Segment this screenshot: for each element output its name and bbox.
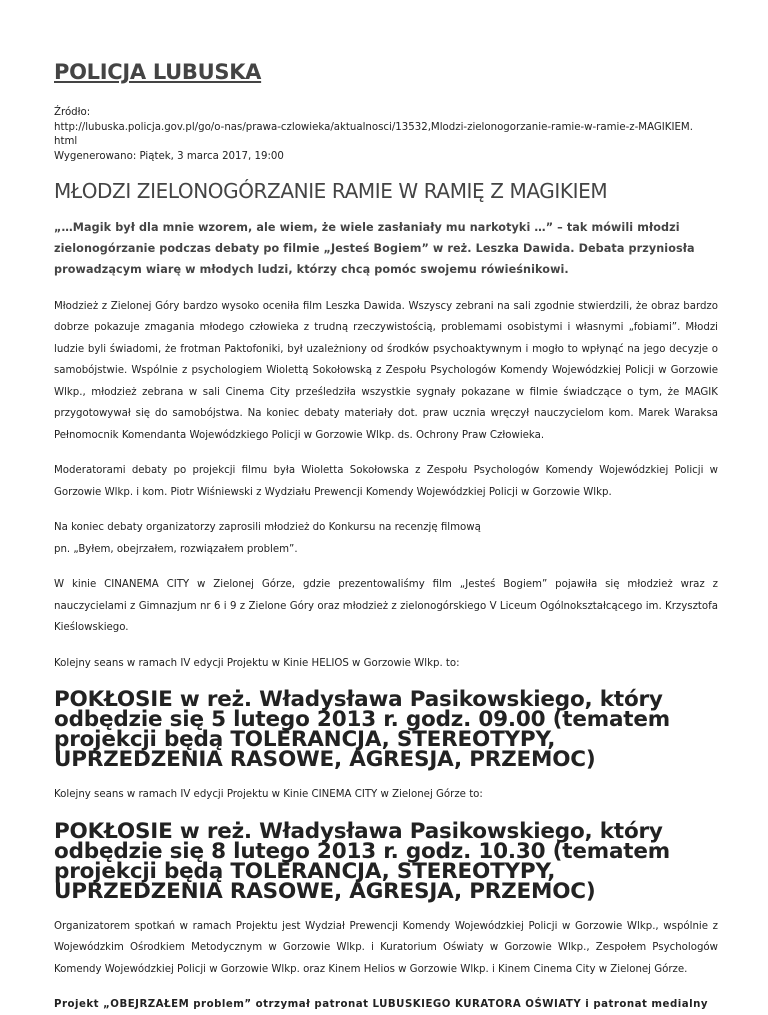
source-meta — [54, 106, 718, 165]
paragraph-film-review: Młodzież z Zielonej Góry bardzo wysoko oceniła film Leszka Dawida. Wszyscy zebrani na sali zgodnie stwierdzili, że obraz bardzo dobrze pokazuje zmagania młodego człowieka z trudną rzeczywistością, problemami osobistymi i własnymi „fobiami”. Młodzi ludzie byli świadomi, że frotman Paktofoniki, był uzależniony od środków psychoaktywnym i mogło to wpłynąć na jego decyzje o samobójstwie. Wspólnie z psychologiem Wiolettą Sokołowską z Zespołu Psychologów Komendy Wojewódzkiej Policji w Gorzowie Wlkp., młodzież zebrana w sali Cinema City prześledziła wszystkie sygnały pokazane w filmie świadczące o tym, że MAGIK przygotowywał się do samobójstwa. Na koniec debaty materiały dot. praw ucznia wręczył nauczycielom kom. Marek Waraksa Pełnomocnik Komendanta Wojewódzkiego Policji w Gorzowie Wlkp. ds. Ochrony Praw Człowieka. — [54, 300, 718, 441]
paragraph-cinema-audience: W kinie CINANEMA CITY w Zielonej Górze, gdzie prezentowaliśmy film „Jesteś Bogiem” pojawiła się młodzież wraz z nauczycielami z Gimnazjum nr 6 i 9 z Zielone Góry oraz młodzież z zielonogórskiego V Liceum Ogólnokształcącego im. Krzysztofa Kieślowskiego. — [54, 579, 718, 634]
paragraph-next-screening-helios: Kolejny seans w ramach IV edycji Projektu w Kinie HELIOS w Gorzowie Wlkp. to: — [54, 657, 460, 669]
contest-line-1: Na koniec debaty organizatorzy zaprosili młodzież do Konkursu na recenzję filmową — [54, 522, 481, 534]
paragraph-contest — [54, 517, 718, 560]
article-title: MŁODZI ZIELONOGÓRZANIE RAMIE W RAMIĘ Z MAGIKIEM — [54, 178, 608, 203]
paragraph-next-screening-cinema-city: Kolejny seans w ramach IV edycji Projektu w Kinie CINEMA CITY w Zielonej Górze to: — [54, 789, 483, 801]
generated-date: Wygenerowano: Piątek, 3 marca 2017, 19:00 — [54, 151, 284, 163]
document-page — [54, 60, 718, 1015]
contest-line-2: pn. „Byłem, obejrzałem, rozwiązałem problem”. — [54, 543, 298, 555]
screening-heading-helios: POKŁOSIE w reż. Władysława Pasikowskiego, który odbędzie się 5 lutego 2013 r. godz. 09.00 (tematem projekcji będą TOLERANCJA, STEREOTYPY, UPRZEDZENIA RASOWE, AGRESJA, PRZEMOC) — [54, 687, 670, 773]
paragraph-organizers: Organizatorem spotkań w ramach Projektu jest Wydział Prewencji Komendy Wojewódzkiej Policji w Gorzowie Wlkp., wspólnie z Wojewódzkim Ośrodkiem Metodycznym w Gorzowie Wlkp. i Kuratorium Oświaty w Gorzowie Wlkp., Zespołem Psychologów Komendy Wojewódzkiej Policji w Gorzowie Wlkp. oraz Kinem Helios w Gorzowie Wlkp. i Kinem Cinema City w Zielonej Górze. — [54, 920, 718, 975]
site-title[interactable]: POLICJA LUBUSKA — [54, 60, 262, 84]
paragraph-patronage: Projekt „OBEJRZAŁEM problem” otrzymał patronat LUBUSKIEGO KURATORA OŚWIATY i patronat medialny — [54, 999, 709, 1011]
source-url-continuation[interactable]: html — [54, 136, 78, 148]
article-lead: „…Magik był dla mnie wzorem, ale wiem, że wiele zasłaniały mu narkotyki …” – tak mówili młodzi zielonogórzanie podczas debaty po filmie „Jesteś Bogiem” w reż. Leszka Dawida. Debata przyniosła prowadzącym wiarę w młodych ludzi, którzy chcą pomóc swojemu rówieśnikowi. — [54, 220, 695, 276]
source-url[interactable]: http://lubuska.policja.gov.pl/go/o-nas/prawa-czlowieka/aktualnosci/13532,Mlodzi-zielonogorzanie-ramie-w-ramie-z-MAGIKIEM. — [54, 121, 693, 133]
paragraph-moderators: Moderatorami debaty po projekcji filmu była Wioletta Sokołowska z Zespołu Psychologów Komendy Wojewódzkiej Policji w Gorzowie Wlkp. i kom. Piotr Wiśniewski z Wydziału Prewencji Komendy Wojewódzkiej Policji w Gorzowie Wlkp. — [54, 465, 718, 498]
source-label: Źródło: — [54, 107, 91, 118]
screening-heading-cinema-city: POKŁOSIE w reż. Władysława Pasikowskiego, który odbędzie się 8 lutego 2013 r. godz. 10.30 (tematem projekcji będą TOLERANCJA, STEREOTYPY, UPRZEDZENIA RASOWE, AGRESJA, PRZEMOC) — [54, 818, 670, 904]
